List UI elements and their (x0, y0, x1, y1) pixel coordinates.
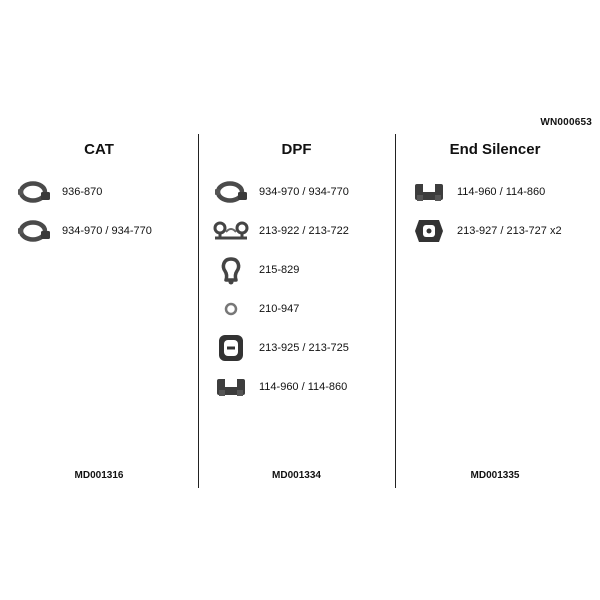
part-number: 934-970 / 934-770 (62, 225, 152, 237)
part-row (211, 177, 349, 207)
part-number: 936-870 (62, 186, 103, 198)
column-code: MD001334 (272, 470, 321, 481)
column-dpf (198, 134, 395, 488)
part-number: 210-947 (259, 303, 300, 315)
pipe-clamp-icon (14, 216, 54, 246)
part-row (211, 255, 299, 285)
part-number: 213-925 / 213-725 (259, 342, 349, 354)
rubber-mount-icon (211, 333, 251, 363)
part-number: 213-927 / 213-727 x2 (457, 225, 562, 237)
hanger-bracket-icon (211, 216, 251, 246)
part-row (409, 177, 545, 207)
part-number: 215-829 (259, 264, 300, 276)
part-row (14, 177, 102, 207)
rubber-ring-icon (211, 294, 251, 324)
column-code: MD001335 (470, 470, 520, 481)
hanger-hook-icon (211, 255, 251, 285)
clamp-block-icon (211, 372, 251, 402)
column-title: CAT (84, 141, 114, 158)
rubber-mount-icon (409, 216, 449, 246)
pipe-clamp-icon (211, 177, 251, 207)
part-row (211, 294, 299, 324)
clamp-block-icon (409, 177, 449, 207)
column-title: DPF (281, 141, 312, 158)
reference-code: WN000653 (540, 117, 592, 128)
part-row (211, 216, 349, 246)
part-number: 114-960 / 114-860 (259, 381, 348, 393)
part-row (211, 372, 347, 402)
part-number: 934-970 / 934-770 (259, 186, 349, 198)
pipe-clamp-icon (14, 177, 54, 207)
part-number: 114-960 / 114-860 (457, 186, 546, 198)
part-number: 213-922 / 213-722 (259, 225, 349, 237)
column-end-silencer (395, 134, 595, 488)
column-title: End Silencer (449, 141, 541, 158)
part-row (211, 333, 349, 363)
part-row (14, 216, 152, 246)
column-cat (0, 134, 198, 488)
column-code: MD001316 (74, 470, 124, 481)
part-row (409, 216, 562, 246)
